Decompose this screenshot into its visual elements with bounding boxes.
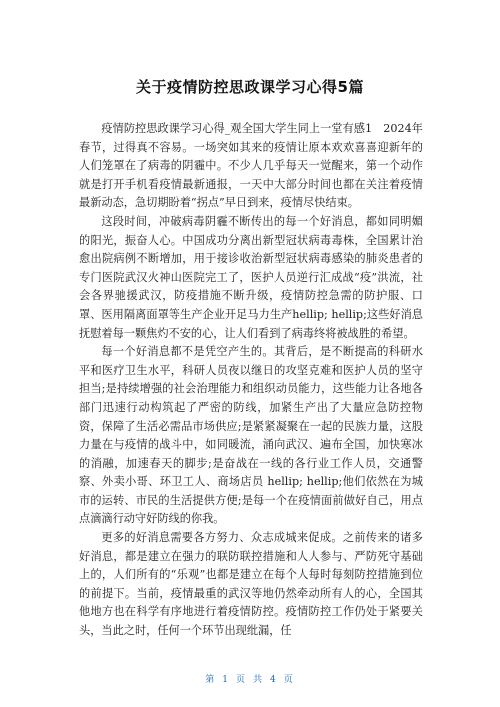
page-title: 关于疫情防控思政课学习心得5篇 bbox=[136, 78, 364, 96]
paragraph-1: 疫情防控思政课学习心得_观全国大学生同上一堂有感1 2024年春节，过得真不容易。一场突如其来的疫情让原本欢欢喜喜迎新年的人们笼罩在了病毒的阴霾中。不少人几乎每天一觉醒来，第一个动作就是打开手机看疫情最新通报，一天中大部分时间也都在关注着疫情最新动态，急切期盼着“拐点”早日到来，疫情尽快结束。 bbox=[79, 122, 423, 210]
footer-page-number: 1 bbox=[222, 675, 230, 685]
paragraph-2: 这段时间，冲破病毒阴霾不断传出的每一个好消息，都如同明媚的阳光，振奋人心。中国成功分离出新型冠状病毒毒株，全国累计治愈出院病例不断增加，用于接诊收治新型冠状病毒感染的肺炎患者的专门医院武汉火神山医院完工了，医护人员逆行汇成战“疫”洪流，社会各界驰援武汉，防疫措施不断升级，疫情防控急需的防护服、口罩、医用隔离面罩等生产企业开足马力生产hellip; hellip;这些好消息抚慰着每一颗焦灼不安的心，让人们看到了病毒终将被战胜的希望。 bbox=[79, 214, 423, 340]
footer-total-pages: 4 bbox=[270, 675, 278, 685]
page-footer bbox=[0, 672, 500, 685]
footer-page-label: 第 bbox=[205, 675, 217, 685]
paragraph-3: 每一个好消息都不是凭空产生的。其背后，是不断提高的科研水平和医疗卫生水平，科研人员夜以继日的攻坚克难和医护人员的坚守担当;是持续增强的社会治理能力和组织动员能力，这些能力让各地各部门迅速行动构筑起了严密的防线，加紧生产出了大量应急防控物资，保障了生活必需品市场供应;是紧紧凝聚在一起的民族力量，这股力量在与疫情的战斗中，如同暖流，涌向武汉、遍布全国，加快寒冰的消融，加速春天的脚步;是奋战在一线的各行业工作人员，交通警察、外卖小哥、环卫工人、商场店员 hellip; hellip;他们依然在为城市的运转、市民的生活提供方便;是每一个在疫情面前做好自己，用点点滴滴行动守好防线的你我。 bbox=[79, 345, 423, 526]
footer-total-unit: 页 bbox=[283, 675, 295, 685]
footer-total-label: 共 bbox=[253, 675, 265, 685]
paragraph-4: 更多的好消息需要各方努力、众志成城来促成。之前传来的诸多好消息，都是建立在强力的联防联控措施和人人参与、严防死守基础上的，人们所有的“乐观”也都是建立在每个人每时每刻防控措施到位的前提下。当前，疫情最重的武汉等地仍然牵动所有人的心，全国其他地方也在科学有序地进行着疫情防控。疫情防控工作仍处于紧要关头，当此之时，任何一个环节出现纰漏，任 bbox=[79, 531, 423, 638]
document-body bbox=[79, 120, 423, 641]
footer-page-unit: 页 bbox=[235, 675, 247, 685]
